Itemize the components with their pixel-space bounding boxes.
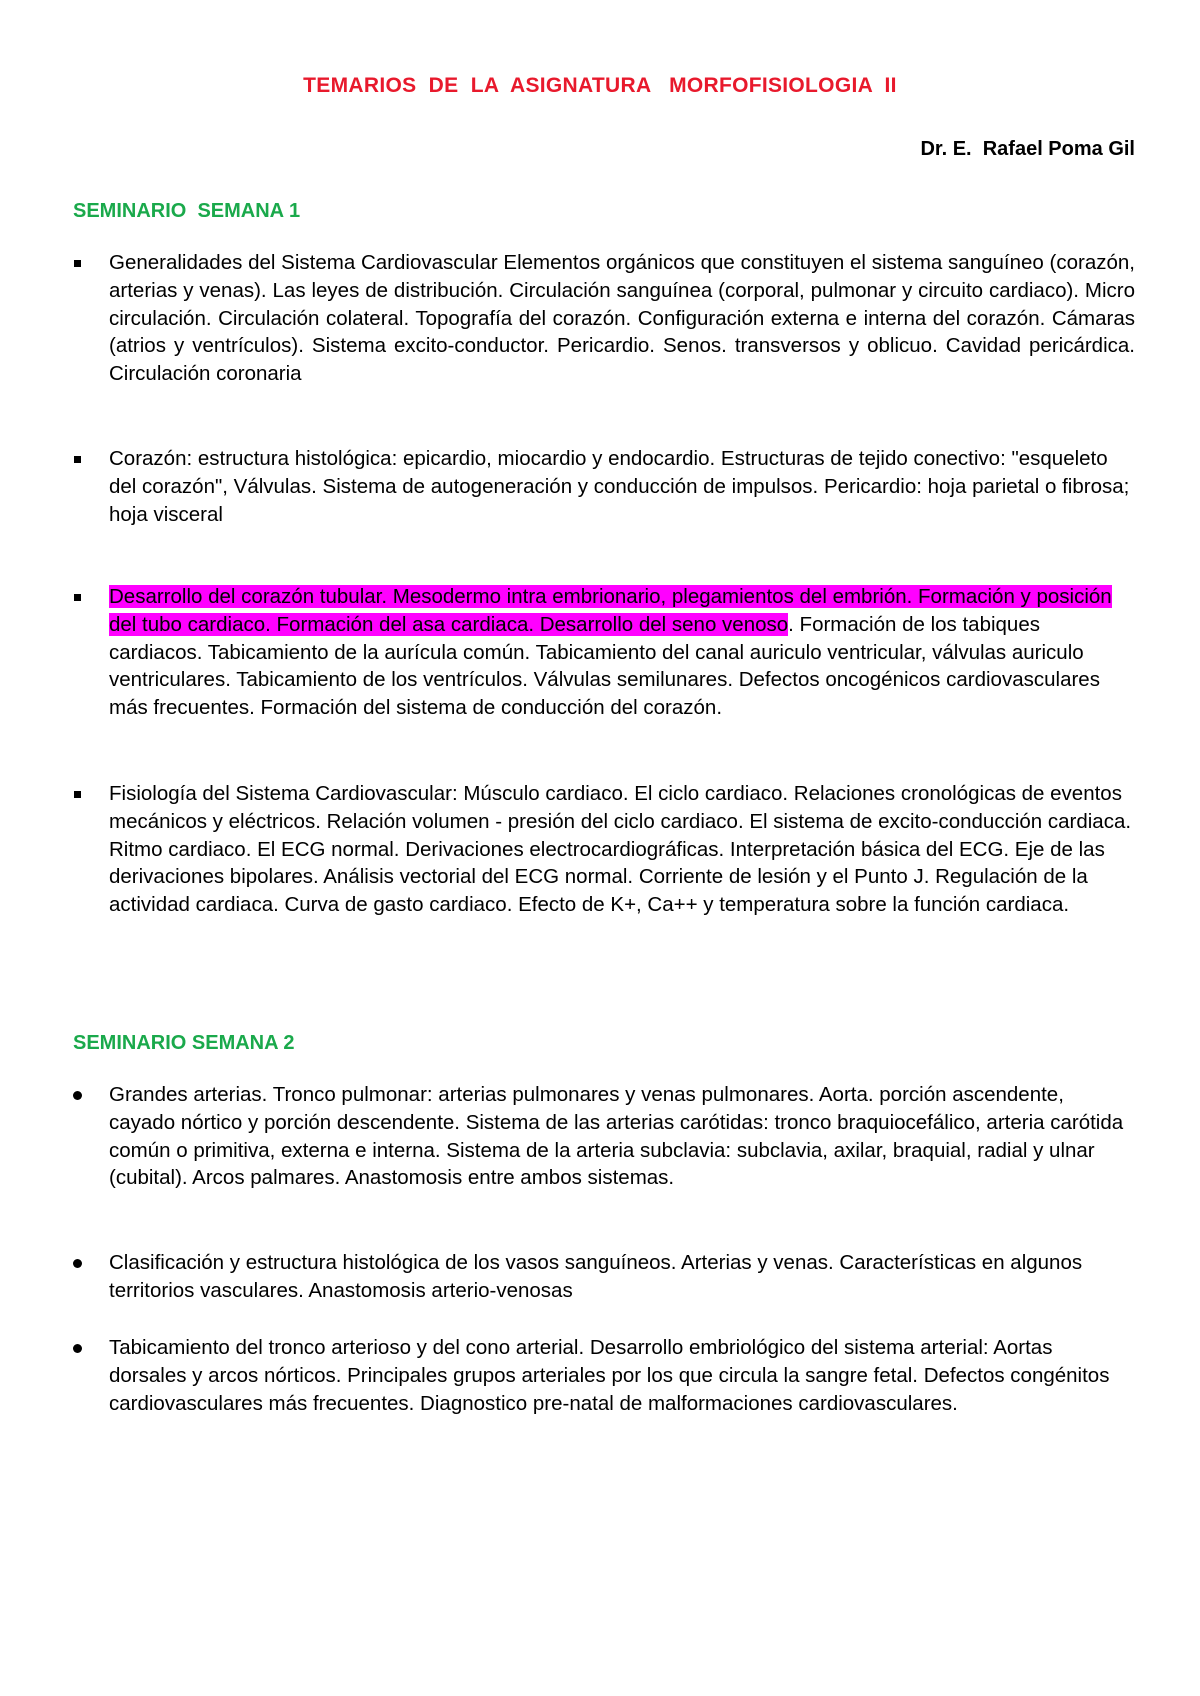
list-item [73, 249, 1135, 388]
list-item [73, 780, 1135, 919]
list-item [73, 1249, 1135, 1305]
list-item-text: Grandes arterias. Tronco pulmonar: arterias pulmonares y venas pulmonares. Aorta. porción ascendente, cayado nórtico y porción descendente. Sistema de las arterias carótidas: tronco braquiocefálico, arteria carótida común o primitiva, externa e interna. Sistema de la arteria subclavia: subclavia, axilar, braquial, radial y ulnar (cubital). Arcos palmares. Anastomosis entre ambos sistemas. [109, 1083, 1124, 1190]
list-item-text: Corazón: estructura histológica: epicardio, miocardio y endocardio. Estructuras de tejido conectivo: "esqueleto del corazón", Válvulas. Sistema de autogeneración y conducción de impulsos. Pericardio: hoja parietal o fibrosa; hoja visceral [109, 447, 1130, 526]
list-item [73, 583, 1135, 722]
list-item-text: Fisiología del Sistema Cardiovascular: Músculo cardiaco. El ciclo cardiaco. Relaciones cronológicas de eventos mecánicos y eléctricos. Relación volumen - presión del ciclo cardiaco. El sistema de excito-conducción cardiaca. Ritmo cardiaco. El ECG normal. Derivaciones electrocardiográficas. Interpretación básica del ECG. Eje de las derivaciones bipolares. Análisis vectorial del ECG normal. Corriente de lesión y el Punto J. Regulación de la actividad cardiaca. Curva de gasto cardiaco. Efecto de K+, Ca++ y temperatura sobre la función cardiaca. [109, 782, 1132, 917]
list-item-text [109, 583, 1135, 722]
list-item-text: Tabicamiento del tronco arterioso y del cono arterial. Desarrollo embriológico del sistema arterial: Aortas dorsales y arcos nórticos. Principales grupos arteriales por los que circula la sangre fetal. Defectos congénitos cardiovasculares más frecuentes. Diagnostico pre-natal de malformaciones cardiovasculares. [109, 1336, 1110, 1415]
list-item-text: Generalidades del Sistema Cardiovascular Elementos orgánicos que constituyen el sistema sanguíneo (corazón, arterias y venas). Las leyes de distribución. Circulación sanguínea (corporal, pulmonar y circuito cardiaco). Micro circulación. Circulación colateral. Topografía del corazón. Configuración externa e interna del corazón. Cámaras (atrios y ventrículos). Sistema excito-conductor. Pericardio. Senos. transversos y oblicuo. Cavidad pericárdica. Circulación coronaria [109, 251, 1135, 386]
list-item [73, 445, 1135, 528]
section-heading-week-2: SEMINARIO SEMANA 2 [73, 1032, 295, 1054]
list-item [73, 1081, 1135, 1192]
author-name: Dr. E. Rafael Poma Gil [920, 138, 1135, 160]
list-item [73, 1334, 1135, 1417]
list-item-text: Clasificación y estructura histológica de los vasos sanguíneos. Arterias y venas. Características en algunos territorios vasculares. Anastomosis arterio-venosas [109, 1251, 1083, 1302]
section-heading-week-1: SEMINARIO SEMANA 1 [73, 200, 301, 222]
highlighted-text: Desarrollo del corazón tubular. Mesodermo intra embrionario, plegamientos del embrión. Formación y posición del tubo cardiaco. Formación del asa cardiaca. Desarrollo del seno venoso [109, 585, 1112, 636]
item-text-continuation: . Formación de los tabiques cardiacos. Tabicamiento de la aurícula común. Tabicamiento del canal auriculo ventricular, válvulas auriculo ventriculares. Tabicamiento de los ventrículos. Válvulas semilunares. Defectos oncogénicos cardiovasculares más frecuentes. Formación del sistema de conducción del corazón. [109, 612, 1100, 720]
document-title: TEMARIOS DE LA ASIGNATURA MORFOFISIOLOGIA II [303, 74, 897, 97]
